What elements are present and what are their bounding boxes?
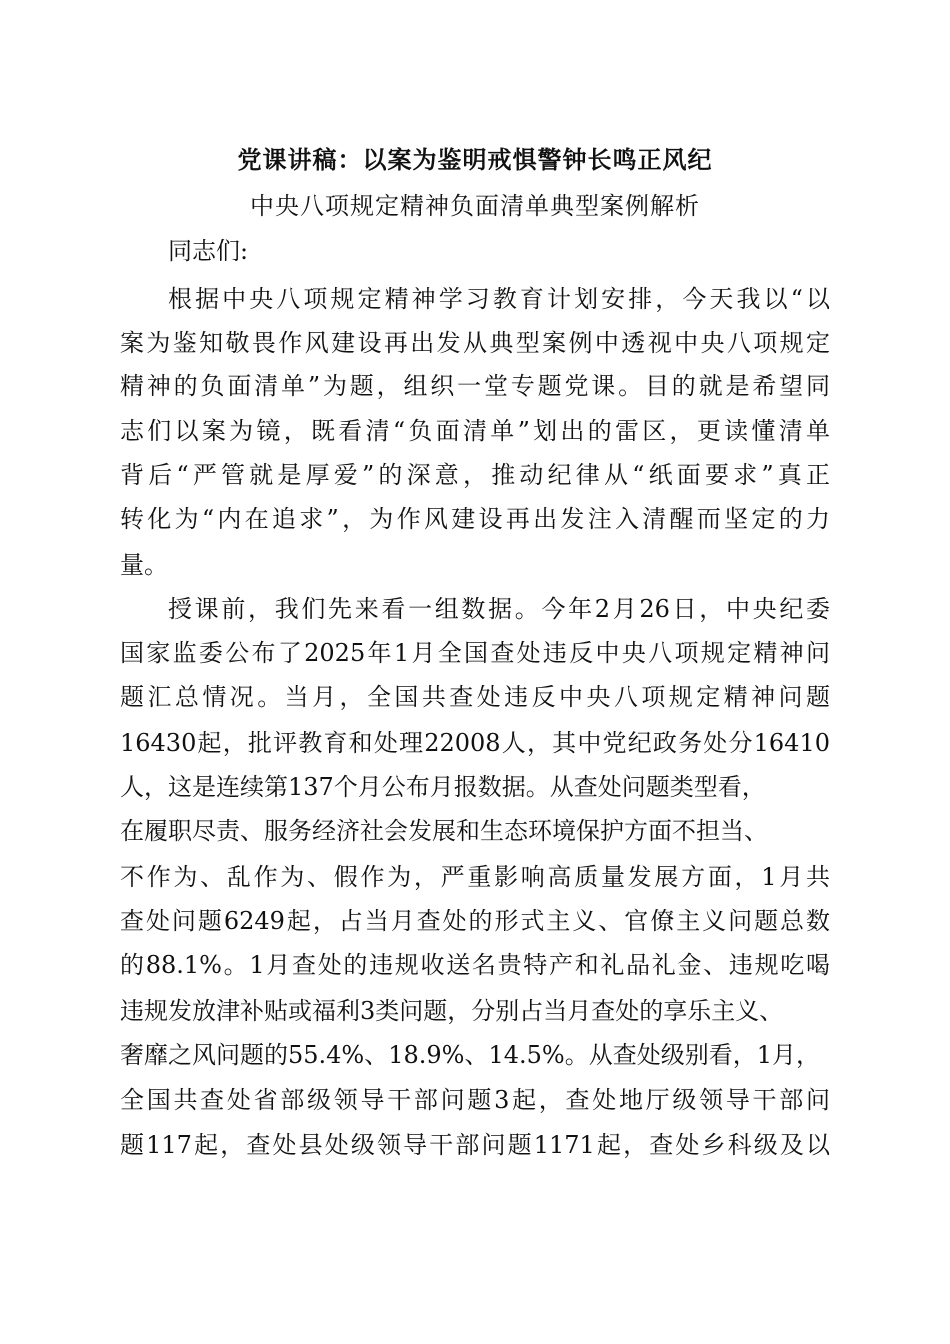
document-subtitle: 中央八项规定精神负面清单典型案例解析	[250, 192, 700, 220]
document-title: 党课讲稿：以案为鉴明戒惧警钟长鸣正风纪	[237, 145, 713, 174]
paragraph-1-line: 量。	[120, 551, 168, 579]
paragraph-1-line: 精神的负面清单”为题，组织一堂专题党课。目的就是希望同	[120, 372, 830, 400]
paragraph-2-line: 16430起，批评教育和处理22008人，其中党纪政务处分16410	[120, 729, 830, 757]
paragraph-1-line: 背后“严管就是厚爱”的深意，推动纪律从“纸面要求”真正	[120, 461, 830, 489]
paragraph-2-line: 题汇总情况。当月，全国共查处违反中央八项规定精神问题	[120, 683, 830, 711]
paragraph-2-line: 的88.1%。1月查处的违规收送名贵特产和礼品礼金、违规吃喝	[120, 951, 830, 979]
paragraph-2-line: 奢靡之风问题的55.4%、18.9%、14.5%。从查处级别看，1月，	[120, 1041, 820, 1069]
paragraph-2-line: 查处问题6249起，占当月查处的形式主义、官僚主义问题总数	[120, 907, 830, 935]
paragraph-2-line: 人，这是连续第137个月公布月报数据。从查处问题类型看，	[120, 773, 766, 801]
paragraph-2-line: 在履职尽责、服务经济社会发展和生态环境保护方面不担当、	[120, 817, 768, 845]
salutation: 同志们:	[168, 237, 249, 265]
paragraph-1-line: 转化为“内在追求”，为作风建设再出发注入清醒而坚定的力	[120, 505, 830, 533]
paragraph-1-line: 根据中央八项规定精神学习教育计划安排，今天我以“以	[168, 285, 830, 313]
paragraph-2-line: 不作为、乱作为、假作为，严重影响高质量发展方面，1月共	[120, 863, 830, 891]
paragraph-2-line: 授课前，我们先来看一组数据。今年2月26日，中央纪委	[168, 595, 830, 623]
paragraph-2-line: 违规发放津补贴或福利3类问题，分别占当月查处的享乐主义、	[120, 997, 784, 1025]
paragraph-1-line: 志们以案为镜，既看清“负面清单”划出的雷区，更读懂清单	[120, 417, 830, 445]
paragraph-1-line: 案为鉴知敬畏作风建设再出发从典型案例中透视中央八项规定	[120, 329, 830, 357]
paragraph-2-line: 国家监委公布了2025年1月全国查处违反中央八项规定精神问	[120, 639, 830, 667]
paragraph-2-line: 全国共查处省部级领导干部问题3起，查处地厅级领导干部问	[120, 1086, 830, 1114]
paragraph-2-line: 题117起，查处县处级领导干部问题1171起，查处乡科级及以	[120, 1131, 830, 1159]
